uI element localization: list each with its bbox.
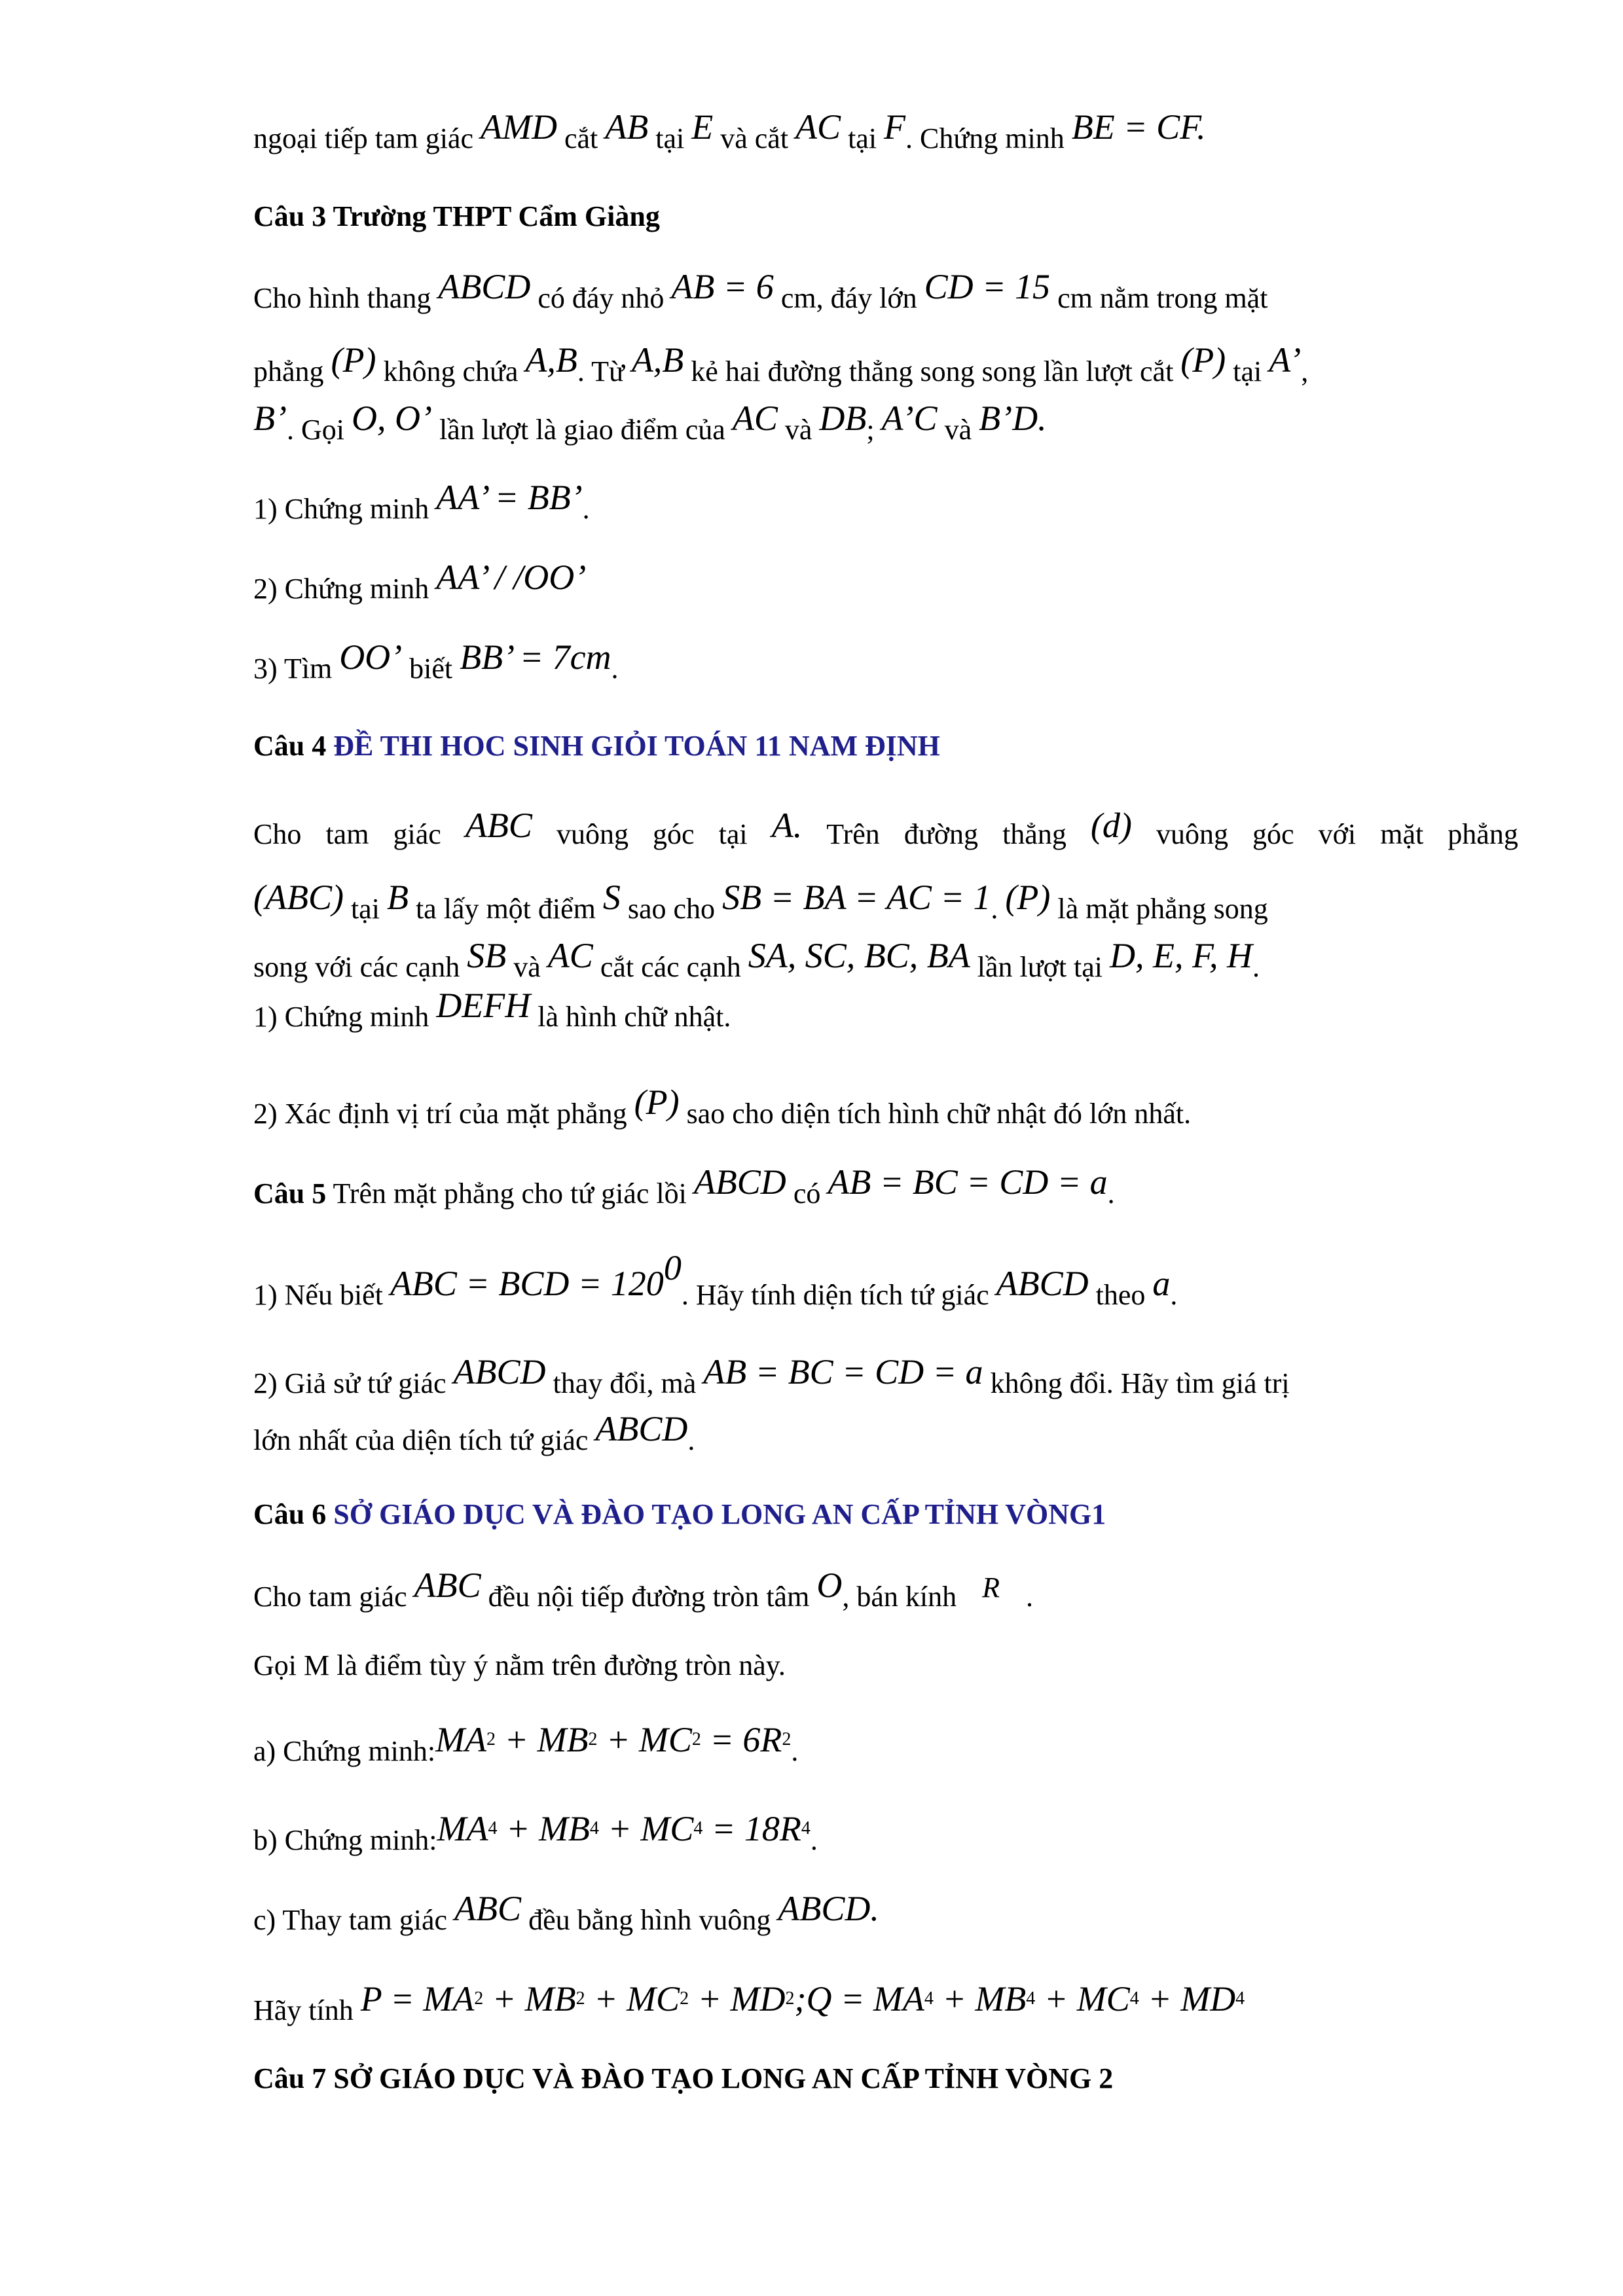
text: tại <box>1226 355 1269 387</box>
exponent: 4 <box>488 1818 498 1839</box>
math: + MB <box>497 1809 590 1848</box>
math: AB = 6 <box>671 267 774 306</box>
text: . <box>810 1824 818 1856</box>
text: là mặt phẳng song <box>1050 893 1268 925</box>
q3-line-1 <box>253 267 1268 318</box>
math: F <box>884 107 906 147</box>
text: cm nằm trong mặt <box>1050 282 1268 314</box>
math: B’ <box>253 399 287 438</box>
exponent: 4 <box>1026 1988 1036 2009</box>
math: AB = BC = CD = a <box>703 1352 983 1391</box>
text: 3) Tìm <box>253 653 340 685</box>
text: và <box>777 414 820 446</box>
text: đều bằng hình vuông <box>521 1904 778 1936</box>
text: . Gọi <box>286 414 352 446</box>
question-source: ĐỀ THI HOC SINH GIỎI TOÁN 11 NAM ĐỊNH <box>333 730 940 762</box>
question-source: SỞ GIÁO DỤC VÀ ĐÀO TẠO LONG AN CẤP TỈNH VÒNG1 <box>333 1498 1106 1530</box>
text: biết <box>402 653 460 685</box>
math: ABCD <box>438 267 531 306</box>
math: MA <box>437 1809 488 1848</box>
text: lần lượt tại <box>970 951 1110 983</box>
math: P = MA <box>360 1979 475 2018</box>
q5-part-2-cont <box>253 1409 695 1460</box>
question-label: Câu 5 <box>253 1177 327 1210</box>
math: E <box>691 107 714 147</box>
q5-part-1 <box>253 1248 1178 1315</box>
text: và <box>937 414 979 446</box>
text: ta lấy một điểm <box>408 893 603 925</box>
word: phẳng <box>1448 818 1518 850</box>
exponent: 4 <box>1235 1988 1245 2009</box>
text: a) Chứng minh: <box>253 1735 436 1767</box>
math: SB = BA = AC = 1 <box>722 878 991 917</box>
math: AC <box>547 936 593 975</box>
text: 1) Chứng minh <box>253 1001 437 1033</box>
math: = 18R <box>702 1809 801 1848</box>
text: . <box>791 1735 799 1767</box>
math: (P) <box>1005 878 1051 917</box>
text: đều nội tiếp đường tròn tâm <box>481 1581 817 1613</box>
text: . <box>1170 1279 1178 1311</box>
math: + MB <box>496 1720 589 1759</box>
q6-line-1 <box>253 1566 1033 1617</box>
math: (P) <box>1180 340 1226 380</box>
math: A,B <box>631 340 684 380</box>
math: + MD <box>689 1979 786 2018</box>
exponent: 2 <box>486 1729 496 1749</box>
math: AA’ / /OO’ <box>436 558 587 597</box>
math: ABC <box>454 1889 522 1928</box>
q7-heading: Câu 7 SỞ GIÁO DỤC VÀ ĐÀO TẠO LONG AN CẤP TỈNH VÒNG 2 <box>253 2062 1114 2094</box>
exponent: 4 <box>589 1818 599 1839</box>
math: BE = CF. <box>1071 107 1206 147</box>
q5-part-2 <box>253 1352 1290 1403</box>
math: A. <box>771 806 803 845</box>
math: ;Q = MA <box>794 1979 924 2018</box>
text: , bán kính <box>842 1581 964 1613</box>
math: (P) <box>331 340 376 380</box>
math: B’D. <box>979 399 1047 438</box>
text: 2) Chứng minh <box>253 573 437 605</box>
text: sao cho diện tích hình chữ nhật đó lớn nhất. <box>679 1098 1192 1130</box>
math: + MB <box>933 1979 1027 2018</box>
text: phẳng <box>253 355 331 387</box>
math: AMD <box>481 107 557 147</box>
text: tại <box>648 122 692 154</box>
word: vuông <box>556 818 629 850</box>
word: đường <box>903 818 978 850</box>
math: + MC <box>1035 1979 1130 2018</box>
text: . <box>1107 1177 1115 1210</box>
text: Cho hình thang <box>253 282 439 314</box>
text: lớn nhất của diện tích tứ giác <box>253 1424 596 1456</box>
exponent: 4 <box>801 1818 811 1839</box>
text: lần lượt là giao điểm của <box>431 414 733 446</box>
math: AA’ = BB’ <box>436 478 583 517</box>
q6-part-a <box>253 1720 799 1771</box>
word: góc <box>653 818 695 850</box>
q3-heading: Câu 3 Trường THPT Cẩm Giàng <box>253 200 660 232</box>
text: tại <box>343 893 387 925</box>
math: ABCD <box>453 1352 546 1391</box>
word: tại <box>718 818 748 850</box>
math: + MB <box>483 1979 576 2018</box>
q6-line-2: Gọi M là điểm tùy ý nằm trên đường tròn này. <box>253 1649 786 1681</box>
word: thẳng <box>1002 818 1067 850</box>
word: mặt <box>1380 818 1424 850</box>
math: A’C <box>881 399 938 438</box>
text: Trên mặt phẳng cho tứ giác lồi <box>326 1177 694 1210</box>
question-label: Câu 4 <box>253 730 334 762</box>
math: S <box>602 878 621 917</box>
math: SA, SC, BC, BA <box>748 936 970 975</box>
word: giác <box>393 818 441 850</box>
math: + MD <box>1139 1979 1236 2018</box>
math: O <box>816 1566 843 1605</box>
exponent: 4 <box>924 1988 934 2009</box>
exponent: 2 <box>680 1988 689 2009</box>
math: O, O’ <box>351 399 432 438</box>
q3-part-1 <box>253 478 590 529</box>
math: ABC <box>414 1566 481 1605</box>
math: A’ <box>1269 340 1302 380</box>
text: cắt <box>556 122 606 154</box>
exponent: 2 <box>474 1988 484 2009</box>
math: ABCD. <box>778 1889 879 1928</box>
text: không chứa <box>376 355 526 387</box>
math: R <box>982 1571 1000 1604</box>
text: . <box>1252 951 1260 983</box>
math: DB <box>819 399 867 438</box>
exponent: 4 <box>1129 1988 1139 2009</box>
text: có <box>786 1177 828 1210</box>
word: với <box>1318 818 1357 850</box>
q3-part-3 <box>253 637 619 689</box>
word: tam <box>325 818 369 850</box>
math: OO’ <box>339 637 403 677</box>
q4-part-2 <box>253 1083 1192 1134</box>
math: ABC <box>465 806 532 845</box>
word: vuông <box>1156 818 1228 850</box>
text: và <box>506 951 548 983</box>
q4-part-1 <box>253 986 731 1037</box>
text: ; <box>866 414 882 446</box>
math: BB’ = 7cm <box>460 637 611 677</box>
q4-line-1 <box>253 806 1518 854</box>
question-label: Câu 6 <box>253 1498 334 1530</box>
text: theo <box>1088 1279 1153 1311</box>
q3-line-3 <box>253 399 1047 450</box>
exponent: 2 <box>782 1729 792 1749</box>
math: A,B <box>525 340 577 380</box>
q4-line-2 <box>253 878 1268 929</box>
text: là hình chữ nhật. <box>530 1001 731 1033</box>
text: . Chứng minh <box>905 122 1072 154</box>
text: ngoại tiếp tam giác <box>253 122 481 154</box>
q5-line-1 <box>253 1162 1115 1213</box>
q6-part-b <box>253 1809 818 1860</box>
math: ABCD <box>595 1409 688 1448</box>
text: thay đổi, mà <box>545 1367 704 1399</box>
math: CD = 15 <box>924 267 1051 306</box>
math: = 6R <box>701 1720 782 1759</box>
exponent: 2 <box>691 1729 701 1749</box>
text: . <box>687 1424 695 1456</box>
text: cắt các cạnh <box>593 951 748 983</box>
math: ABCD <box>996 1264 1089 1303</box>
exponent: 2 <box>575 1988 585 2009</box>
exponent: 2 <box>588 1729 598 1749</box>
text: không đổi. Hãy tìm giá trị <box>983 1367 1290 1399</box>
math: + MC <box>598 1809 694 1848</box>
text: và cắt <box>713 122 796 154</box>
text: 2) Xác định vị trí của mặt phẳng <box>253 1098 634 1130</box>
text: . <box>582 493 590 525</box>
text: c) Thay tam giác <box>253 1904 455 1936</box>
q3-part-2 <box>253 558 587 609</box>
text: , <box>1301 355 1309 387</box>
math: a <box>1152 1264 1171 1303</box>
text: 1) Chứng minh <box>253 493 437 525</box>
math: DEFH <box>436 986 531 1025</box>
math: ABCD <box>693 1162 786 1202</box>
text: . <box>991 893 1006 925</box>
q4-heading <box>253 726 940 766</box>
math: + MC <box>585 1979 680 2018</box>
word: Trên <box>826 818 880 850</box>
math: B <box>386 878 409 917</box>
q6-part-d <box>253 1979 1245 2030</box>
q4-line-3 <box>253 936 1260 987</box>
math: AB = BC = CD = a <box>828 1162 1108 1202</box>
text: cm, đáy lớn <box>773 282 924 314</box>
q3-line-2 <box>253 340 1309 391</box>
math: ABC = BCD = 120 <box>390 1264 664 1303</box>
text: . <box>611 653 619 685</box>
word: Cho <box>253 818 302 850</box>
math: + MC <box>597 1720 692 1759</box>
text: tại <box>841 122 884 154</box>
q2-continuation-line <box>253 107 1206 158</box>
math: (ABC) <box>253 878 344 917</box>
math: (d) <box>1090 806 1132 845</box>
degree-superscript: 0 <box>663 1248 682 1287</box>
text: . Hãy tính diện tích tứ giác <box>681 1279 996 1311</box>
math: AC <box>732 399 778 438</box>
text: kẻ hai đường thẳng song song lần lượt cắt <box>684 355 1181 387</box>
word: góc <box>1252 818 1294 850</box>
math: (P) <box>634 1083 680 1122</box>
text: Cho tam giác <box>253 1581 414 1613</box>
q6-part-c <box>253 1889 879 1940</box>
text: . <box>1025 1581 1033 1613</box>
text: b) Chứng minh: <box>253 1824 437 1856</box>
exponent: 4 <box>693 1818 703 1839</box>
q6-heading <box>253 1495 1106 1534</box>
text: 1) Nếu biết <box>253 1279 390 1311</box>
text: Hãy tính <box>253 1994 361 2026</box>
math: MA <box>435 1720 487 1759</box>
math: SB <box>467 936 507 975</box>
exponent: 2 <box>785 1988 795 2009</box>
text: sao cho <box>620 893 723 925</box>
text: song với các cạnh <box>253 951 467 983</box>
math: AC <box>795 107 841 147</box>
text: có đáy nhỏ <box>530 282 672 314</box>
math: D, E, F, H <box>1110 936 1253 975</box>
math: AB <box>605 107 649 147</box>
text: . Từ <box>577 355 632 387</box>
text: 2) Giả sử tứ giác <box>253 1367 454 1399</box>
